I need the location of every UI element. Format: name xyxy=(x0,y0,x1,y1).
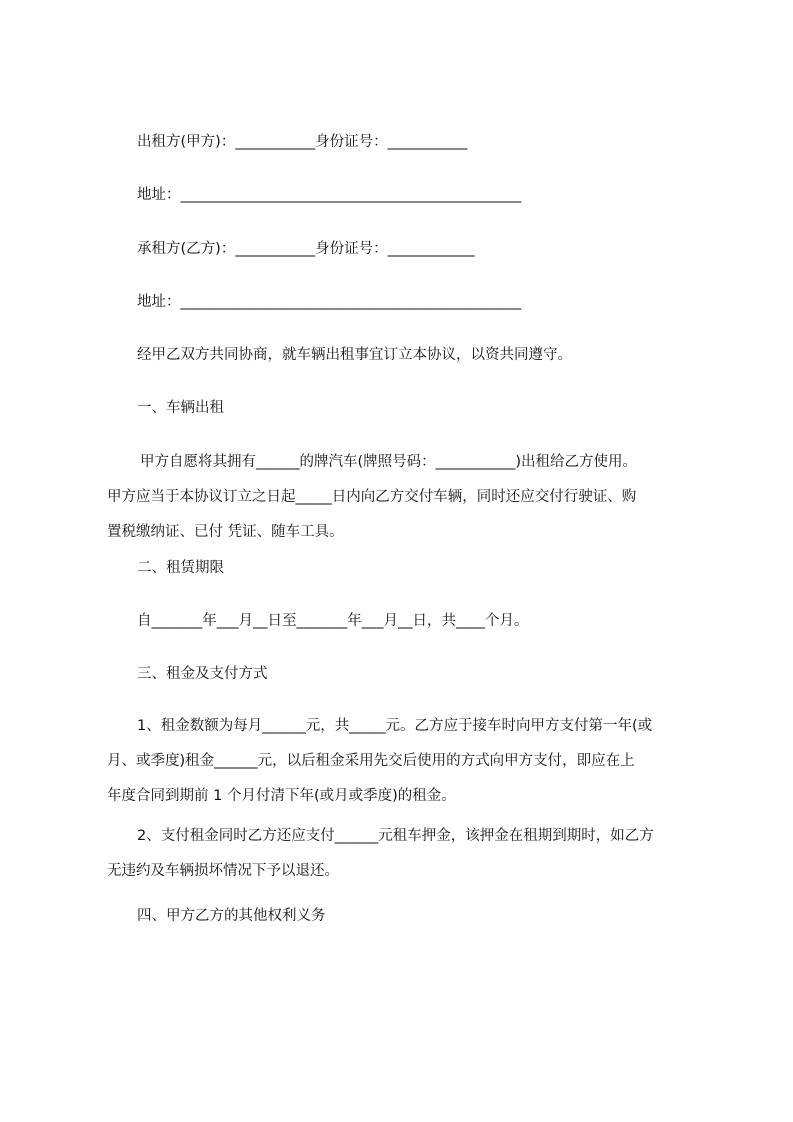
section-2-text: 自_______年___月__日至_______年___月__日，共____个月。 xyxy=(137,613,529,629)
section-1-paragraph xyxy=(107,445,711,550)
party-b-address: 地址：_______________________________________________ xyxy=(137,294,522,310)
party-a-address: 地址：_______________________________________________ xyxy=(137,187,522,203)
party-a-line: 出租方(甲方)：___________身份证号：___________ xyxy=(137,134,468,150)
section-2-title: 二、租赁期限 xyxy=(137,560,224,576)
section-1-title: 一、车辆出租 xyxy=(137,400,224,416)
section-4-title: 四、甲方乙方的其他权利义务 xyxy=(137,908,326,924)
paragraph-row: 甲方应当于本协议订立之日起_____日内向乙方交付车辆，同时还应交付行驶证、购 xyxy=(107,489,637,505)
paragraph-row: 年度合同到期前 1 个月付清下年(或月或季度)的租金。 xyxy=(107,788,456,804)
intro-paragraph: 经甲乙双方共同协商，就车辆出租事宜订立本协议，以资共同遵守。 xyxy=(137,347,572,363)
paragraph-row: 月、或季度)租金______元，以后租金采用先交后使用的方式向甲方支付，即应在上 xyxy=(107,753,635,769)
section-3-clause-1 xyxy=(107,709,711,814)
paragraph-row: 甲方自愿将其拥有______的牌汽车(牌照号码：___________)出租给乙方使用。 xyxy=(140,454,638,470)
paragraph-row: 置税缴纳证、已付 凭证、随车工具。 xyxy=(107,524,344,540)
section-3-title: 三、租金及支付方式 xyxy=(137,666,268,682)
paragraph-row: 2、支付租金同时乙方还应支付______元租车押金，该押金在租期到期时，如乙方 xyxy=(137,828,654,844)
paragraph-row: 1、租金数额为每月______元，共_____元。乙方应于接车时向甲方支付第一年(或 xyxy=(137,718,653,734)
party-b-line: 承租方(乙方)：___________身份证号：____________ xyxy=(137,241,475,257)
paragraph-row: 无违约及车辆损坏情况下予以退还。 xyxy=(107,863,339,879)
section-3-clause-2 xyxy=(107,819,711,889)
